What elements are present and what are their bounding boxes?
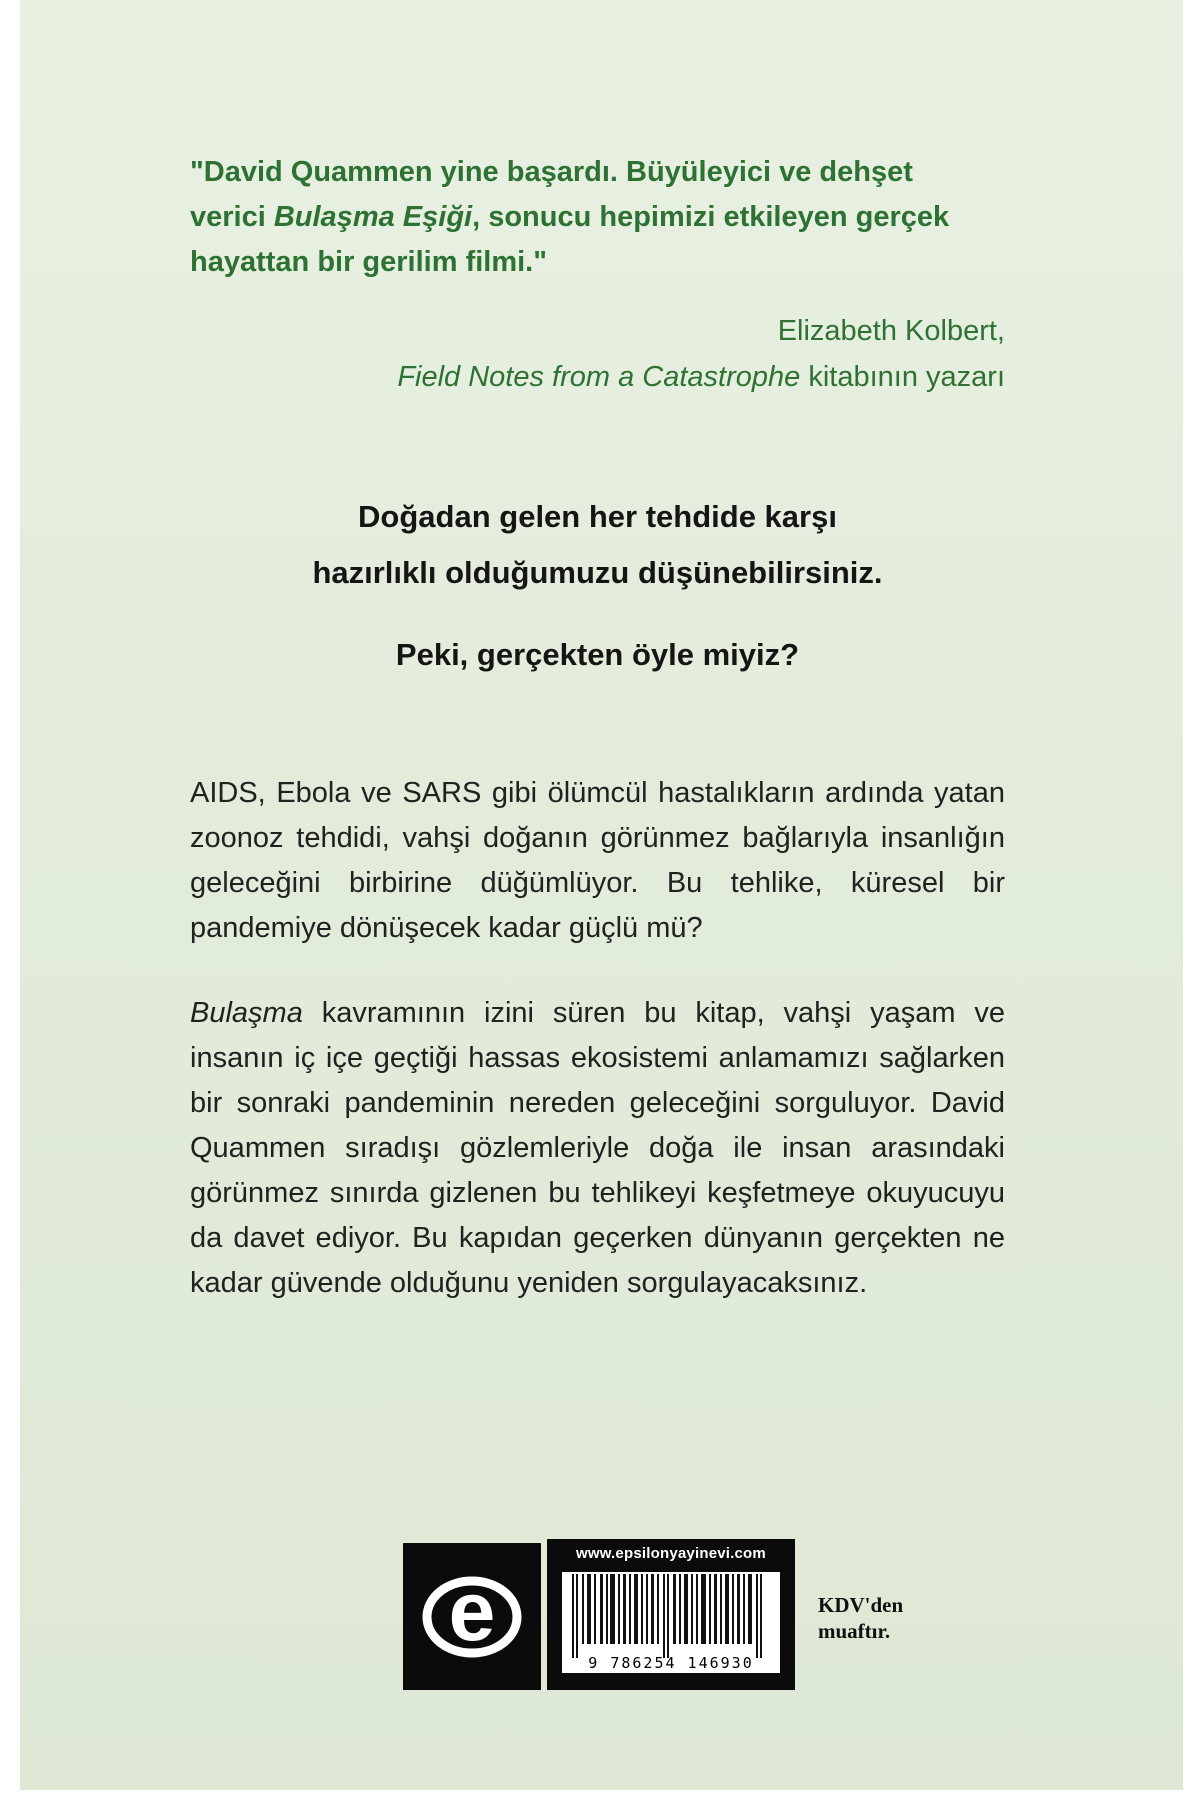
- barcode-block: [547, 1539, 795, 1690]
- synopsis-paragraph-1: AIDS, Ebola ve SARS gibi ölümcül hastalıkların ardında yatan zoonoz tehdidi, vahşi doğanın görünmez bağlarıyla insanlığın geleceğini birbirine düğümlüyor. Bu tehlike, küresel bir pandemiye dönüşecek kadar güçlü mü?: [190, 777, 1005, 944]
- headline-question: Peki, gerçekten öyle miyiz?: [395, 637, 800, 672]
- isbn-digits: 9 786254 146930: [588, 1654, 754, 1672]
- svg-text:e: e: [448, 1564, 496, 1658]
- synopsis-paragraph-2: Bulaşma kavramının izini süren bu kitap, vahşi yaşam ve insanın iç içe geçtiği hassas ekosistemi anlamamızı sağlarken bir sonraki pandeminin nereden geleceğini sorguluyor. David Quammen sıradışı gözlemleriyle doğa ile insan arasındaki görünmez sınırda gizlenen bu tehlikeyi keşfetmeye okuyucuyu da davet ediyor. Bu kapıdan geçerken dünyanın gerçekten ne kadar güvende olduğunu yeniden sorgulayacaksınız.: [190, 997, 1005, 1299]
- tax-note: [818, 1592, 903, 1644]
- epsilon-icon: [403, 1543, 541, 1690]
- publisher-logo: [403, 1543, 541, 1690]
- headline-line-1: Doğadan gelen her tehdide karşı: [358, 499, 837, 534]
- review-quote: "David Quammen yine başardı. Büyüleyici ve dehşet verici Bulaşma Eşiği, sonucu hepimizi etkileyen gerçek hayattan bir gerilim filmi.": [190, 156, 950, 278]
- tax-note-line-1: KDV'den: [818, 1593, 904, 1617]
- book-back-cover: [20, 0, 1183, 1790]
- headline-line-2: hazırlıklı olduğumuzu düşünebilirsiniz.: [312, 555, 883, 590]
- headline-block: [190, 489, 1005, 683]
- review-attribution: [190, 308, 1005, 400]
- tax-note-line-2: muaftır.: [818, 1619, 891, 1643]
- reviewer-name: Elizabeth Kolbert,: [777, 315, 1005, 347]
- barcode-bars-icon: [562, 1574, 780, 1660]
- publisher-website: www.epsilonyayinevi.com: [576, 1545, 766, 1562]
- reviewer-work: Field Notes from a Catastrophe kitabının yazarı: [397, 361, 1005, 393]
- barcode: [562, 1572, 780, 1673]
